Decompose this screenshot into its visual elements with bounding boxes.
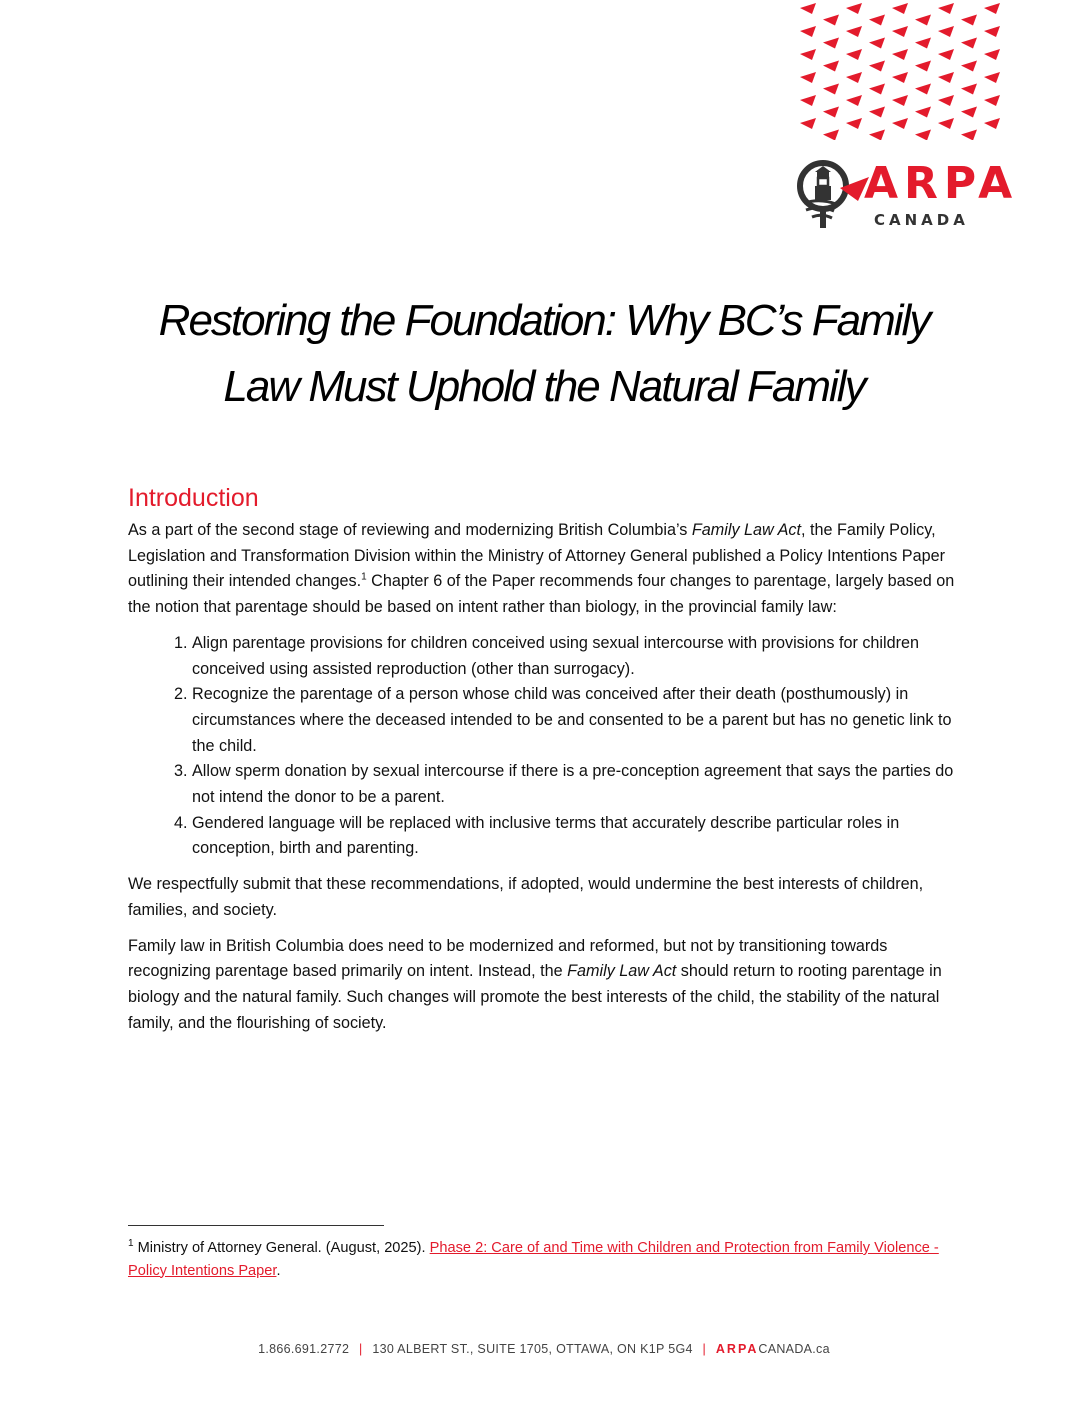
pattern-triangle: [892, 95, 908, 106]
pattern-triangle: [800, 118, 816, 129]
pattern-triangle: [869, 107, 885, 118]
title-line-1: Restoring the Foundation: Why BC’s Family: [158, 296, 930, 345]
footer-separator: |: [359, 1342, 363, 1356]
pattern-triangle: [823, 84, 839, 95]
pattern-triangle: [892, 3, 908, 14]
page-footer: [0, 1342, 1088, 1356]
pattern-triangle: [984, 95, 1000, 106]
pattern-triangle: [869, 61, 885, 72]
footnote-link[interactable]: Phase 2: Care of and Time with Children and Protection from Family Violence - Policy Intentions Paper: [128, 1240, 939, 1279]
pattern-triangle: [961, 38, 977, 49]
text-run: , the Family Policy, Legislation and Transformation Division within the Ministry of Attorney General published a Policy Intentions Paper outlining their intended changes.: [128, 521, 946, 591]
logo-subtitle: CANADA: [874, 211, 969, 229]
footnote-text: Ministry of Attorney General. (August, 2025).: [133, 1240, 430, 1256]
pattern-triangle: [892, 72, 908, 83]
pattern-triangle: [938, 26, 954, 37]
list-item: 2. Recognize the parentage of a person whose child was conceived after their death (posthumously) in circumstances where the deceased intended to be and consented to be a parent but has no genetic link to the child.: [192, 682, 960, 759]
pattern-triangle: [961, 84, 977, 95]
pattern-triangle: [823, 61, 839, 72]
intro-paragraph-2: We respectfully submit that these recommendations, if adopted, would undermine the best interests of children, families, and society.: [128, 875, 924, 919]
footnote-separator: [128, 1225, 384, 1226]
section-heading-introduction: Introduction: [128, 484, 259, 512]
pattern-triangle: [938, 95, 954, 106]
pattern-triangle: [915, 61, 931, 72]
footnote: [128, 1237, 963, 1282]
recommendations-list: [128, 631, 960, 862]
footer-phone: 1.866.691.2772: [258, 1342, 350, 1356]
pattern-triangle: [800, 49, 816, 60]
pattern-triangle: [892, 118, 908, 129]
pattern-triangle: [846, 3, 862, 14]
pattern-triangle: [846, 72, 862, 83]
pattern-triangle: [800, 72, 816, 83]
pattern-triangle: [823, 15, 839, 26]
pattern-triangle: [938, 49, 954, 60]
intro-paragraph-3: [128, 934, 960, 1037]
pattern-triangle: [915, 130, 931, 141]
website-domain: CANADA.ca: [758, 1342, 830, 1356]
pattern-triangle: [915, 107, 931, 118]
document-body: [128, 482, 960, 1046]
text-run: should return to rooting parentage in biology and the natural family. Such changes will promote the best interests of the child, the stability of the natural family, and the flourishing of society.: [128, 962, 942, 1032]
pattern-triangle: [961, 15, 977, 26]
pattern-triangle: [800, 3, 816, 14]
pattern-triangle: [915, 38, 931, 49]
website-brand: ARPA: [715, 1342, 759, 1356]
pattern-triangle: [938, 3, 954, 14]
pattern-triangle: [984, 3, 1000, 14]
pattern-triangle: [869, 84, 885, 95]
pattern-triangle: [938, 118, 954, 129]
pattern-triangle: [869, 38, 885, 49]
footnote-reference[interactable]: 1: [361, 572, 367, 584]
pattern-triangle: [846, 95, 862, 106]
text-run: Chapter 6 of the Paper recommends four changes to parentage, largely based on the notion that parentage should be based on intent rather than biology, in the provincial family law:: [128, 572, 955, 617]
logo-wordmark: ARPA: [864, 158, 1019, 209]
pattern-triangle: [869, 15, 885, 26]
pattern-triangle: [915, 15, 931, 26]
footer-website[interactable]: [716, 1342, 830, 1356]
text-run: Family law in British Columbia does need to be modernized and reformed, but not by transitioning towards recognizing parentage based primarily on intent. Instead, the: [128, 936, 888, 981]
pattern-triangle: [961, 130, 977, 141]
pattern-triangle: [800, 26, 816, 37]
triangle-pattern-icon: [795, 0, 1005, 140]
pattern-triangle: [915, 84, 931, 95]
footer-separator: |: [702, 1342, 707, 1356]
text-run: As a part of the second stage of reviewing and modernizing British Columbia’s: [128, 521, 692, 539]
act-name-italic: Family Law Act: [691, 521, 802, 539]
intro-paragraph-1: [128, 518, 960, 621]
pattern-triangle: [961, 61, 977, 72]
pattern-triangle: [984, 49, 1000, 60]
footnote-number: 1: [128, 1238, 134, 1250]
pattern-triangle: [984, 72, 1000, 83]
document-title: [60, 288, 1028, 420]
pattern-triangle: [846, 118, 862, 129]
pattern-triangle: [984, 118, 1000, 129]
pattern-triangle: [846, 49, 862, 60]
pattern-triangle: [869, 130, 885, 141]
footer-address: 130 ALBERT ST., SUITE 1705, OTTAWA, ON K1P 5G4: [372, 1342, 693, 1356]
arpa-canada-logo: [796, 156, 1019, 234]
title-line-2: Law Must Uphold the Natural Family: [223, 362, 865, 411]
pattern-triangle: [984, 26, 1000, 37]
pattern-triangle: [823, 130, 839, 141]
footnote-end: .: [276, 1262, 281, 1279]
list-item: 4. Gendered language will be replaced with inclusive terms that accurately describe particular roles in conception, birth and parenting.: [192, 811, 960, 862]
pattern-triangle: [823, 107, 839, 118]
pattern-triangle: [892, 26, 908, 37]
pattern-triangle: [800, 95, 816, 106]
act-name-italic: Family Law Act: [567, 962, 677, 981]
pattern-triangle: [961, 107, 977, 118]
list-item: 3. Allow sperm donation by sexual intercourse if there is a pre-conception agreement that says the parties do not intend the donor to be a parent.: [192, 759, 960, 810]
pattern-triangle: [892, 49, 908, 60]
pattern-triangle: [823, 38, 839, 49]
pattern-triangle: [938, 72, 954, 83]
pattern-triangle: [846, 26, 862, 37]
list-item: 1. Align parentage provisions for children conceived using sexual intercourse with provisions for children conceived using assisted reproduction (other than surrogacy).: [192, 631, 960, 682]
